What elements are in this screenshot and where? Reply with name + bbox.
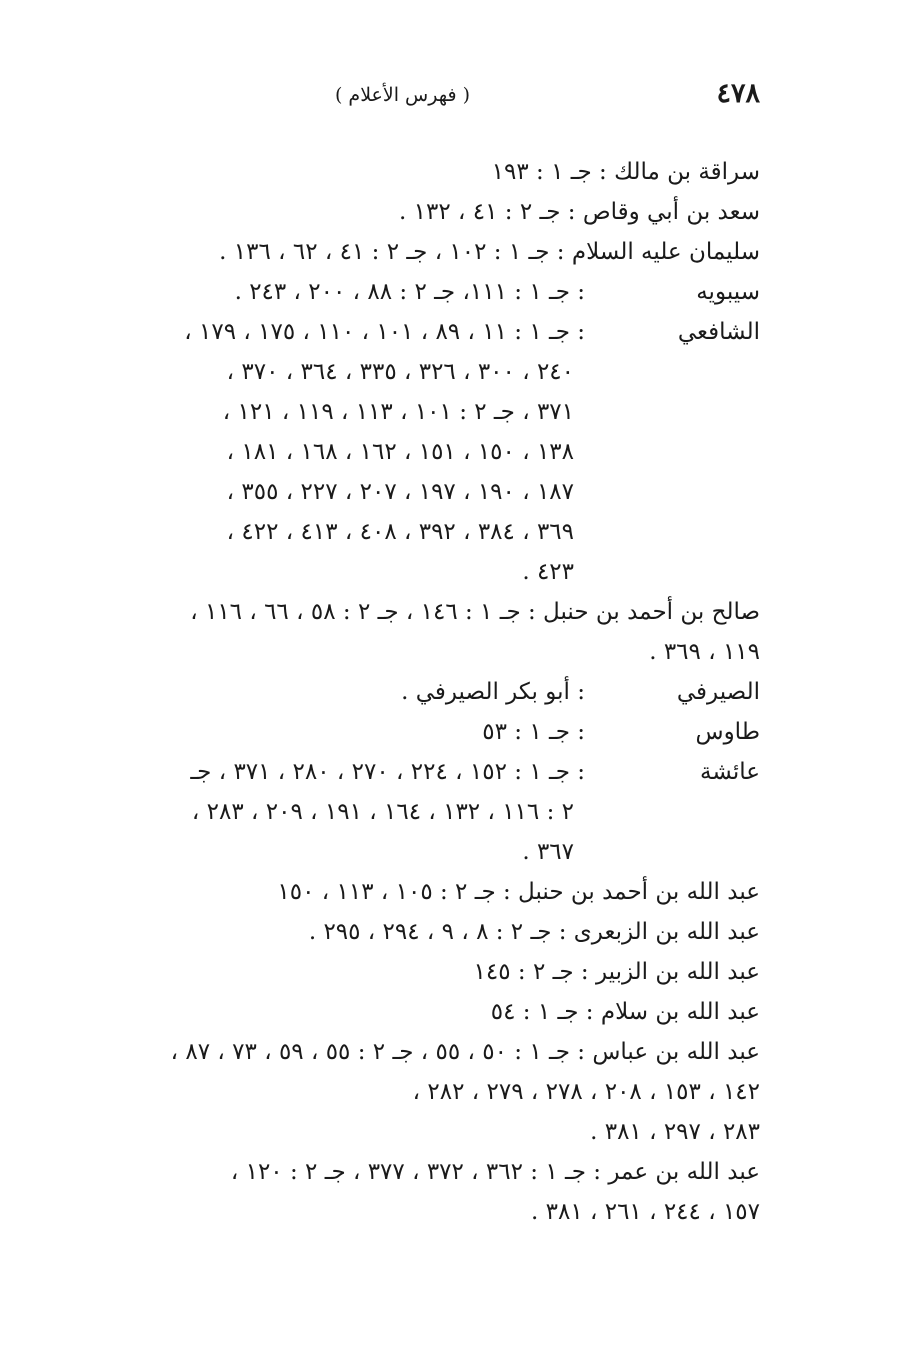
entry-name: سليمان عليه السلام bbox=[571, 239, 760, 265]
entry-first-line bbox=[100, 952, 760, 992]
entry-first-line bbox=[100, 232, 760, 272]
entry-name: عبد الله بن أحمد بن حنبل bbox=[518, 879, 760, 905]
entry-continuation-line bbox=[100, 352, 760, 392]
index-entry bbox=[100, 312, 760, 592]
entry-references: : جـ ١ : ٥٠ ، ٥٥ ، جـ ٢ : ٥٥ ، ٥٩ ، ٧٣ ، ٨٧ ، bbox=[170, 1039, 593, 1065]
entry-first-line bbox=[100, 912, 760, 952]
page-header bbox=[100, 78, 760, 118]
entry-first-line bbox=[100, 672, 760, 712]
entry-references: ١٥٧ ، ٢٤٤ ، ٢٦١ ، ٣٨١ . bbox=[530, 1199, 760, 1225]
index-entry bbox=[100, 1032, 760, 1152]
index-entry bbox=[100, 272, 760, 312]
index-entry bbox=[100, 152, 760, 192]
entry-references: : جـ ١ : ١٠٢ ، جـ ٢ : ٤١ ، ٦٢ ، ١٣٦ . bbox=[219, 239, 572, 265]
index-entry bbox=[100, 752, 760, 872]
entry-continuation-line bbox=[100, 792, 760, 832]
entry-references: ٤٢٣ . bbox=[522, 559, 574, 585]
entry-first-line bbox=[100, 312, 760, 352]
entry-references: : جـ ٢ : ٤١ ، ١٣٢ . bbox=[399, 199, 583, 225]
entry-references: : جـ ١ : ١١١، جـ ٢ : ٨٨ ، ٢٠٠ ، ٢٤٣ . bbox=[234, 279, 585, 305]
entry-name: طاوس bbox=[695, 719, 760, 745]
index-entry bbox=[100, 912, 760, 952]
entry-name: عبد الله بن الزبعرى bbox=[573, 919, 760, 945]
entry-references: ٢ : ١١٦ ، ١٣٢ ، ١٦٤ ، ١٩١ ، ٢٠٩ ، ٢٨٣ ، bbox=[191, 799, 574, 825]
entry-continuation-line bbox=[100, 472, 760, 512]
entry-name: عبد الله بن عباس bbox=[592, 1039, 760, 1065]
index-entry bbox=[100, 872, 760, 912]
entry-first-line bbox=[100, 752, 760, 792]
entry-references: ١٣٨ ، ١٥٠ ، ١٥١ ، ١٦٢ ، ١٦٨ ، ١٨١ ، bbox=[226, 439, 574, 465]
entry-continuation-line bbox=[100, 832, 760, 872]
entry-name: سراقة بن مالك bbox=[614, 159, 760, 185]
entry-name: عائشة bbox=[700, 759, 760, 785]
entry-references: : جـ ١ : ٥٣ bbox=[482, 719, 585, 745]
index-entry bbox=[100, 592, 760, 672]
index-entry bbox=[100, 992, 760, 1032]
entry-references: : جـ ١ : ١٥٢ ، ٢٢٤ ، ٢٧٠ ، ٢٨٠ ، ٣٧١ ، جـ bbox=[190, 759, 585, 785]
entry-continuation-line bbox=[100, 632, 760, 672]
entry-name: عبد الله بن الزبير bbox=[595, 959, 760, 985]
entry-references: : جـ ١ : ٥٤ bbox=[490, 999, 601, 1025]
entry-first-line bbox=[100, 592, 760, 632]
entry-continuation-line bbox=[100, 512, 760, 552]
entry-first-line bbox=[100, 192, 760, 232]
index-entry bbox=[100, 712, 760, 752]
entry-references: : جـ ١ : ٣٦٢ ، ٣٧٢ ، ٣٧٧ ، جـ ٢ : ١٢٠ ، bbox=[230, 1159, 609, 1185]
entry-references: : جـ ١ : ١٩٣ bbox=[491, 159, 615, 185]
entry-references: : جـ ١ : ١١ ، ٨٩ ، ١٠١ ، ١١٠ ، ١٧٥ ، ١٧٩ ، bbox=[184, 319, 585, 345]
entry-continuation-line bbox=[100, 392, 760, 432]
entry-references: : جـ ٢ : ١٠٥ ، ١١٣ ، ١٥٠ bbox=[277, 879, 519, 905]
entry-references: : جـ ٢ : ٨ ، ٩ ، ٢٩٤ ، ٢٩٥ . bbox=[308, 919, 574, 945]
page-number: ٤٧٨ bbox=[716, 78, 760, 109]
entry-references: ٣٧١ ، جـ ٢ : ١٠١ ، ١١٣ ، ١١٩ ، ١٢١ ، bbox=[222, 399, 574, 425]
index-entry bbox=[100, 232, 760, 272]
entry-name: عبد الله بن عمر bbox=[608, 1159, 760, 1185]
entry-first-line bbox=[100, 152, 760, 192]
entry-references: ٣٦٧ . bbox=[522, 839, 574, 865]
entry-name: صالح بن أحمد بن حنبل bbox=[543, 599, 760, 625]
entry-first-line bbox=[100, 872, 760, 912]
entry-name: عبد الله بن سلام bbox=[600, 999, 760, 1025]
entry-references: : جـ ٢ : ١٤٥ bbox=[473, 959, 596, 985]
entry-references: ١٤٢ ، ١٥٣ ، ٢٠٨ ، ٢٧٨ ، ٢٧٩ ، ٢٨٢ ، bbox=[412, 1079, 760, 1105]
entry-first-line bbox=[100, 992, 760, 1032]
index-entry bbox=[100, 952, 760, 992]
entry-continuation-line bbox=[100, 432, 760, 472]
index-entry bbox=[100, 192, 760, 232]
entry-continuation-line bbox=[100, 1192, 760, 1232]
index-entry bbox=[100, 672, 760, 712]
entry-references: ٢٤٠ ، ٣٠٠ ، ٣٢٦ ، ٣٣٥ ، ٣٦٤ ، ٣٧٠ ، bbox=[226, 359, 574, 385]
index-entries bbox=[100, 152, 760, 1232]
entry-references: ٣٦٩ ، ٣٨٤ ، ٣٩٢ ، ٤٠٨ ، ٤١٣ ، ٤٢٢ ، bbox=[226, 519, 574, 545]
entry-first-line bbox=[100, 1032, 760, 1072]
entry-continuation-line bbox=[100, 1072, 760, 1112]
running-title: ( فهرس الأعلام ) bbox=[334, 84, 470, 106]
entry-continuation-line bbox=[100, 552, 760, 592]
entry-first-line bbox=[100, 712, 760, 752]
entry-name: سيبويه bbox=[696, 279, 760, 305]
entry-references: ١١٩ ، ٣٦٩ . bbox=[649, 639, 760, 665]
entry-references: : جـ ١ : ١٤٦ ، جـ ٢ : ٥٨ ، ٦٦ ، ١١٦ ، bbox=[190, 599, 544, 625]
entry-first-line bbox=[100, 1152, 760, 1192]
entry-name: سعد بن أبي وقاص bbox=[582, 199, 760, 225]
entry-first-line bbox=[100, 272, 760, 312]
entry-name: الشافعي bbox=[677, 319, 760, 345]
entry-references: ١٨٧ ، ١٩٠ ، ١٩٧ ، ٢٠٧ ، ٢٢٧ ، ٣٥٥ ، bbox=[226, 479, 574, 505]
entry-references: : أبو بكر الصيرفي . bbox=[401, 679, 585, 705]
index-entry bbox=[100, 1152, 760, 1232]
entry-continuation-line bbox=[100, 1112, 760, 1152]
entry-name: الصيرفي bbox=[676, 679, 760, 705]
entry-references: ٢٨٣ ، ٢٩٧ ، ٣٨١ . bbox=[590, 1119, 760, 1145]
